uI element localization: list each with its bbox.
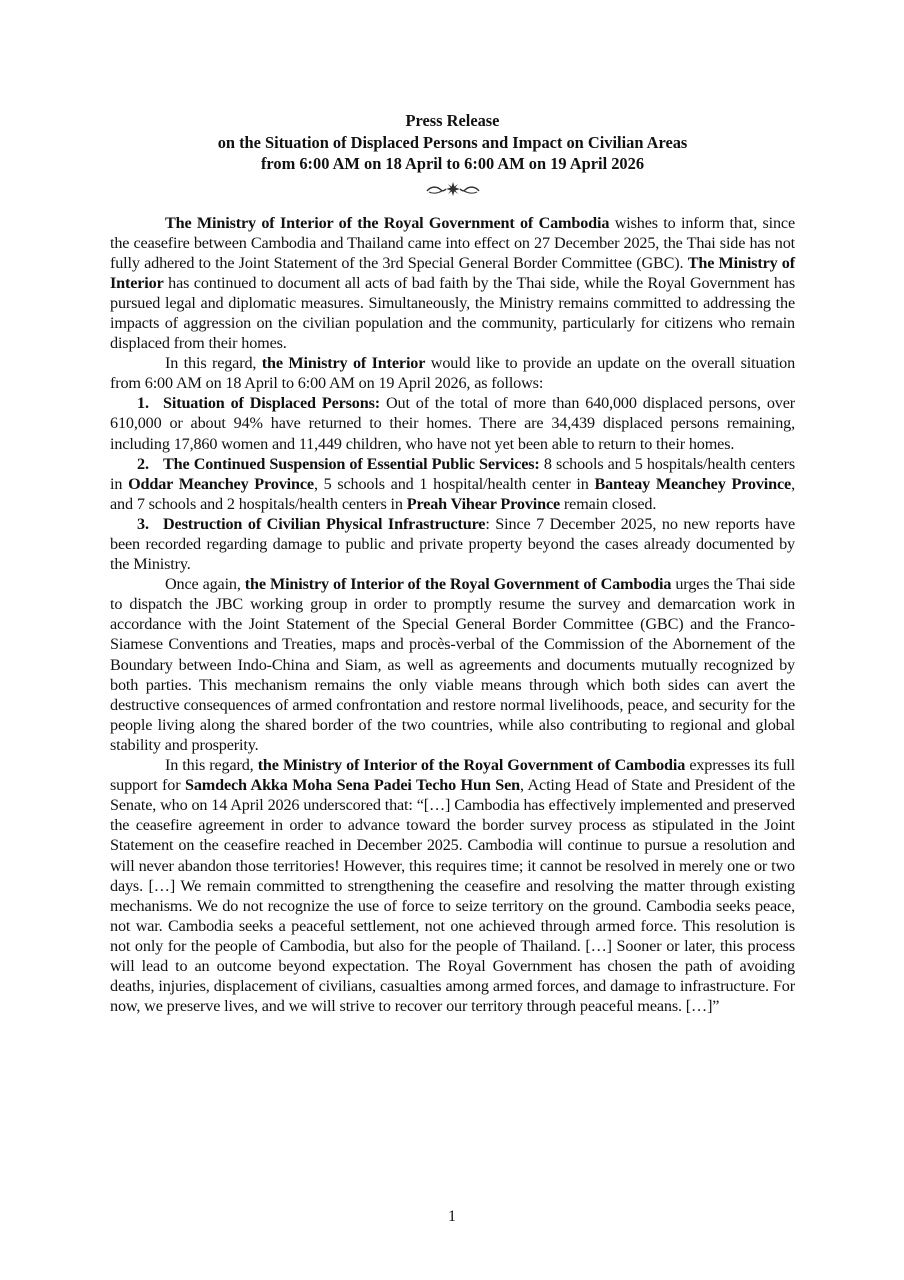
intro-text-continued: has continued to document all acts of bad faith by the Thai side, while the Royal Government has pursued legal and diplomatic measures. Simultaneously, the Ministry remains committed to addressing the impacts of aggression on the civilian population and the community, particularly for citizens who remain displaced from their homes. <box>110 273 795 353</box>
list-item-text: Out of the total of more than 640,000 displaced persons, over 610,000 or about 94% have returned to their homes. There are 34,439 displaced persons remaining, including 17,860 women and 11,449 children, who have not yet been able to return to their homes. <box>110 394 795 453</box>
title-block <box>110 110 795 175</box>
list-item-text: , and 7 schools and 2 hospitals/health centers in <box>110 474 795 513</box>
ministry-short-name: the Ministry of Interior <box>261 354 426 373</box>
update-intro-text-continued: would like to provide an update on the overall situation from 6:00 AM on 18 April to 6:00 AM on 19 April 2026, as follows: <box>110 354 796 393</box>
urge-paragraph <box>110 574 795 755</box>
document-subtitle: on the Situation of Displaced Persons and Impact on Civilian Areas <box>217 132 688 152</box>
support-paragraph <box>110 755 795 1016</box>
list-item-displaced-persons <box>110 393 795 453</box>
intro-text: wishes to inform that, since the ceasefire between Cambodia and Thailand came into effect on 27 December 2025, the Thai side has not fully adhered to the Joint Statement of the 3rd Special General Border Committee (GBC). <box>110 213 795 272</box>
list-number: 2. <box>137 454 149 473</box>
support-text-continued: expresses its full support for <box>110 756 795 795</box>
ministry-name: The Ministry of Interior of the Royal Government of Cambodia <box>165 213 610 232</box>
province-oddar-meanchey: Oddar Meanchey Province <box>128 474 314 493</box>
quote-text: , Acting Head of State and President of the Senate, who on 14 April 2026 underscored that: “[…] Cambodia has effectively implemented and preserved the ceasefire agreement in order to advance toward the border survey process as stipulated in the Joint Statement on the ceasefire reached in December 2025. Cambodia will continue to pursue a resolution and will never abandon those territories! However, this requires time; it cannot be resolved in merely one or two days. […] We remain committed to strengthening the ceasefire and resolving the matter through existing mechanisms. We do not recognize the use of force to seize territory on the ground. Cambodia seeks peace, not war. Cambodia seeks a peaceful settlement, not one achieved through armed force. This resolution is not only for the people of Cambodia, but also for the people of Thailand. […] Sooner or later, this process will lead to an outcome beyond expectation. The Royal Government has chosen the path of avoiding deaths, injuries, displacement of civilians, casualties among armed forces, and damage to infrastructure. For now, we preserve lives, and we will strive to recover our territory through peaceful means. […]” <box>110 776 796 1016</box>
urge-text: Once again, <box>165 575 245 594</box>
document-body <box>110 213 795 1017</box>
list-item-text: remain closed. <box>560 494 657 513</box>
list-item-text: 8 schools and 5 hospitals/health centers in <box>110 454 795 493</box>
list-item-heading: The Continued Suspension of Essential Public Services: <box>163 454 540 473</box>
update-intro-paragraph <box>110 353 795 393</box>
list-item-public-services <box>110 454 795 514</box>
page-number: 1 <box>448 1208 456 1225</box>
list-item-text: : Since 7 December 2025, no new reports have been recorded regarding damage to public and private property beyond the cases already documented by the Ministry. <box>110 514 795 574</box>
document-page <box>110 110 795 1016</box>
ministry-name: the Ministry of Interior of the Royal Government of Cambodia <box>244 575 672 594</box>
list-number: 1. <box>137 394 149 413</box>
list-number: 3. <box>137 514 149 533</box>
update-intro-text: In this regard, <box>165 354 262 373</box>
list-item-heading: Destruction of Civilian Physical Infrastructure <box>163 514 486 533</box>
list-item-infrastructure <box>110 514 795 574</box>
province-preah-vihear: Preah Vihear Province <box>406 494 561 513</box>
list-item-heading: Situation of Displaced Persons: <box>163 394 380 413</box>
province-banteay-meanchey: Banteay Meanchey Province <box>594 474 792 493</box>
document-period: from 6:00 AM on 18 April to 6:00 AM on 19 April 2026 <box>260 154 645 173</box>
intro-paragraph <box>110 213 795 354</box>
ministry-name: the Ministry of Interior of the Royal Government of Cambodia <box>257 756 686 775</box>
support-text: In this regard, <box>165 756 258 775</box>
document-title: Press Release <box>405 111 500 130</box>
leader-name: Samdech Akka Moha Sena Padei Techo Hun Sen <box>185 776 520 795</box>
urge-text-continued: urges the Thai side to dispatch the JBC working group in order to promptly resume the survey and demarcation work in accordance with the Joint Statement of the Special General Border Committee (GBC) and the Franco-Siamese Conventions and Treaties, maps and procès-verbal of the Commission of the Abornement of the Boundary between Indo-China and Siam, as well as agreements and documents mutually recognized by both parties. This mechanism remains the only viable means through which both sides can avert the destructive consequences of armed confrontation and restore normal livelihoods, peace, and security for the people living along the shared border of the two countries, while also contributing to regional and global stability and prosperity. <box>110 575 795 754</box>
list-item-text: , 5 schools and 1 hospital/health center in <box>313 474 595 493</box>
floral-ornament-icon <box>110 179 795 199</box>
ministry-short-name: The Ministry of Interior <box>110 253 795 292</box>
